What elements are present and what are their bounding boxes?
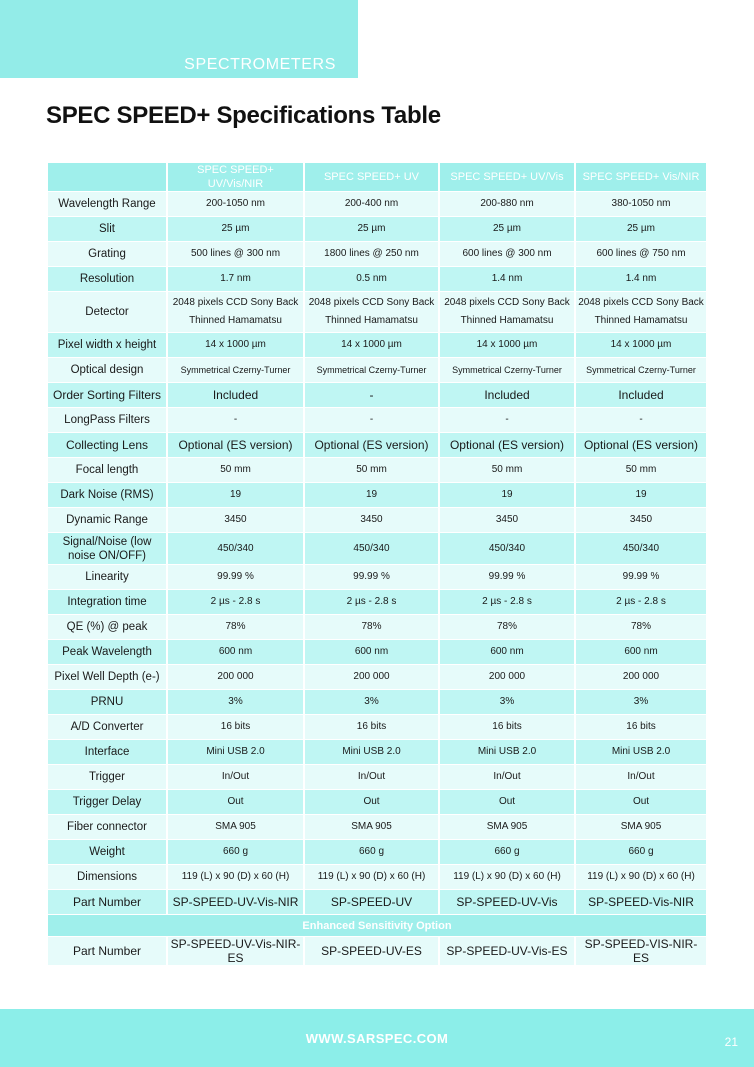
column-header: SPEC SPEED+ UV [305,163,438,191]
table-cell: 200-400 nm [305,192,438,216]
table-cell: SP-SPEED-UV-Vis-ES [440,937,574,965]
table-cell: Mini USB 2.0 [305,740,438,764]
table-cell: Symmetrical Czerny-Turner [305,358,438,382]
table-cell: 600 nm [576,640,706,664]
table-row [48,640,706,664]
table-row [48,865,706,889]
row-label: Order Sorting Filters [48,383,166,407]
table-cell: 200-1050 nm [168,192,303,216]
table-row [48,715,706,739]
website-url[interactable]: WWW.SARSPEC.COM [305,1031,449,1046]
table-cell: In/Out [576,765,706,789]
table-cell: 78% [576,615,706,639]
table-cell: 16 bits [305,715,438,739]
table-cell: 200 000 [440,665,574,689]
table-cell: - [168,408,303,432]
table-row [48,937,706,965]
table-cell: 3% [440,690,574,714]
table-header-row [48,163,706,191]
table-cell: 78% [305,615,438,639]
table-cell: 1800 lines @ 250 nm [305,242,438,266]
table-cell: 99.99 % [305,565,438,589]
row-label: A/D Converter [48,715,166,739]
section-row [48,915,706,936]
table-row [48,690,706,714]
table-cell: 25 µm [305,217,438,241]
table-row [48,815,706,839]
table-cell: - [576,408,706,432]
table-row [48,192,706,216]
table-cell: SP-SPEED-UV-Vis-NIR [168,890,303,914]
table-row [48,533,706,564]
table-cell: 200 000 [168,665,303,689]
row-label: QE (%) @ peak [48,615,166,639]
table-cell: - [305,408,438,432]
table-cell: Included [440,383,574,407]
table-cell: Optional (ES version) [168,433,303,457]
table-cell: 16 bits [440,715,574,739]
table-cell: SP-SPEED-UV-ES [305,937,438,965]
table-row [48,840,706,864]
table-cell: 99.99 % [168,565,303,589]
table-cell: Mini USB 2.0 [168,740,303,764]
table-cell: 200 000 [305,665,438,689]
table-cell: 3% [305,690,438,714]
table-cell: Included [576,383,706,407]
table-cell: 19 [168,483,303,507]
table-cell: 78% [168,615,303,639]
table-row [48,358,706,382]
table-row [48,483,706,507]
table-cell: Optional (ES version) [305,433,438,457]
table-cell: 78% [440,615,574,639]
table-cell: 50 mm [305,458,438,482]
section-header-label: SPECTROMETERS [184,56,336,73]
table-cell: 3% [576,690,706,714]
table-row [48,765,706,789]
table-cell: 380-1050 nm [576,192,706,216]
table-cell: 3450 [440,508,574,532]
table-row [48,590,706,614]
column-header: SPEC SPEED+ UV/Vis/NIR [168,163,303,191]
table-cell: 2048 pixels CCD Sony Back Thinned Hamamatsu [576,292,706,332]
row-label: Peak Wavelength [48,640,166,664]
table-cell: Symmetrical Czerny-Turner [576,358,706,382]
table-row [48,615,706,639]
table-cell: 25 µm [440,217,574,241]
table-cell: Mini USB 2.0 [440,740,574,764]
table-cell: 3450 [305,508,438,532]
table-cell: 119 (L) x 90 (D) x 60 (H) [168,865,303,889]
row-label: Pixel Well Depth (e-) [48,665,166,689]
table-cell: 50 mm [576,458,706,482]
row-label: Optical design [48,358,166,382]
table-cell: 2 µs - 2.8 s [305,590,438,614]
table-row [48,217,706,241]
row-label: LongPass Filters [48,408,166,432]
table-cell: 14 x 1000 µm [305,333,438,357]
table-cell: In/Out [305,765,438,789]
table-cell: 3450 [168,508,303,532]
table-cell: Optional (ES version) [440,433,574,457]
table-cell: Out [168,790,303,814]
row-label: Part Number [48,890,166,914]
table-cell: 2048 pixels CCD Sony Back Thinned Hamamatsu [168,292,303,332]
table-row [48,790,706,814]
table-cell: 2 µs - 2.8 s [440,590,574,614]
table-cell: 2 µs - 2.8 s [168,590,303,614]
table-cell: 660 g [168,840,303,864]
table-row [48,458,706,482]
table-row [48,433,706,457]
table-cell: Mini USB 2.0 [576,740,706,764]
row-label: Linearity [48,565,166,589]
row-label: Trigger [48,765,166,789]
row-label: Wavelength Range [48,192,166,216]
table-cell: Out [305,790,438,814]
row-label: Collecting Lens [48,433,166,457]
row-label: Fiber connector [48,815,166,839]
table-cell: 200 000 [576,665,706,689]
table-cell: 50 mm [168,458,303,482]
table-cell: 600 lines @ 750 nm [576,242,706,266]
table-cell: 25 µm [168,217,303,241]
row-label: Signal/Noise (low noise ON/OFF) [48,533,166,564]
table-cell: Out [440,790,574,814]
table-cell: 2 µs - 2.8 s [576,590,706,614]
page-number: 21 [724,1035,738,1049]
table-cell: SMA 905 [305,815,438,839]
table-row [48,740,706,764]
table-row [48,565,706,589]
table-cell: 450/340 [440,533,574,564]
table-cell: 1.4 nm [440,267,574,291]
table-row [48,267,706,291]
table-row [48,508,706,532]
table-cell: 50 mm [440,458,574,482]
table-cell: SMA 905 [168,815,303,839]
row-label: Focal length [48,458,166,482]
table-cell: 19 [305,483,438,507]
table-cell: 2048 pixels CCD Sony Back Thinned Hamamatsu [440,292,574,332]
table-row [48,333,706,357]
table-cell: 600 nm [305,640,438,664]
table-cell: 99.99 % [576,565,706,589]
table-cell: 119 (L) x 90 (D) x 60 (H) [440,865,574,889]
section-header-tab [0,0,358,78]
table-cell: 16 bits [168,715,303,739]
table-cell: 660 g [305,840,438,864]
table-cell: SMA 905 [576,815,706,839]
table-row [48,383,706,407]
table-cell: 14 x 1000 µm [168,333,303,357]
row-label: PRNU [48,690,166,714]
table-cell: 660 g [576,840,706,864]
table-cell: 450/340 [576,533,706,564]
section-title: Enhanced Sensitivity Option [48,915,706,936]
table-cell: 1.7 nm [168,267,303,291]
table-row [48,665,706,689]
table-cell: 14 x 1000 µm [576,333,706,357]
row-label: Part Number [48,937,166,965]
column-header: SPEC SPEED+ UV/Vis [440,163,574,191]
table-cell: 450/340 [305,533,438,564]
table-cell: 600 nm [440,640,574,664]
table-cell: 119 (L) x 90 (D) x 60 (H) [305,865,438,889]
row-label: Trigger Delay [48,790,166,814]
table-cell: Symmetrical Czerny-Turner [440,358,574,382]
table-cell: In/Out [168,765,303,789]
table-cell: - [305,383,438,407]
table-cell: 119 (L) x 90 (D) x 60 (H) [576,865,706,889]
table-cell: Optional (ES version) [576,433,706,457]
table-cell: SP-SPEED-UV-Vis [440,890,574,914]
page-title: SPEC SPEED+ Specifications Table [46,102,441,129]
table-cell: 200-880 nm [440,192,574,216]
row-label: Resolution [48,267,166,291]
table-row [48,292,706,332]
table-cell: SP-SPEED-Vis-NIR [576,890,706,914]
row-label: Slit [48,217,166,241]
table-cell: 450/340 [168,533,303,564]
row-label: Pixel width x height [48,333,166,357]
row-label: Weight [48,840,166,864]
table-cell: - [440,408,574,432]
table-row [48,408,706,432]
column-header: SPEC SPEED+ Vis/NIR [576,163,706,191]
table-cell: In/Out [440,765,574,789]
table-cell: 14 x 1000 µm [440,333,574,357]
table-row [48,242,706,266]
table-cell: 600 nm [168,640,303,664]
table-cell: 0.5 nm [305,267,438,291]
table-cell: 25 µm [576,217,706,241]
table-cell: Out [576,790,706,814]
table-cell: Symmetrical Czerny-Turner [168,358,303,382]
table-cell: 1.4 nm [576,267,706,291]
table-cell: SMA 905 [440,815,574,839]
table-cell: SP-SPEED-UV-Vis-NIR-ES [168,937,303,965]
table-cell: 19 [576,483,706,507]
row-label: Integration time [48,590,166,614]
table-cell: 600 lines @ 300 nm [440,242,574,266]
table-cell: 500 lines @ 300 nm [168,242,303,266]
table-cell: 660 g [440,840,574,864]
table-cell: 3450 [576,508,706,532]
row-label: Interface [48,740,166,764]
page-footer [0,1009,754,1067]
column-header [48,163,166,191]
row-label: Dynamic Range [48,508,166,532]
table-row [48,890,706,914]
table-cell: 16 bits [576,715,706,739]
table-cell: 3% [168,690,303,714]
table-cell: 99.99 % [440,565,574,589]
table-cell: 19 [440,483,574,507]
row-label: Dark Noise (RMS) [48,483,166,507]
row-label: Grating [48,242,166,266]
row-label: Dimensions [48,865,166,889]
row-label: Detector [48,292,166,332]
table-cell: 2048 pixels CCD Sony Back Thinned Hamamatsu [305,292,438,332]
specifications-table [46,162,708,966]
table-cell: SP-SPEED-VIS-NIR-ES [576,937,706,965]
table-cell: SP-SPEED-UV [305,890,438,914]
table-cell: Included [168,383,303,407]
